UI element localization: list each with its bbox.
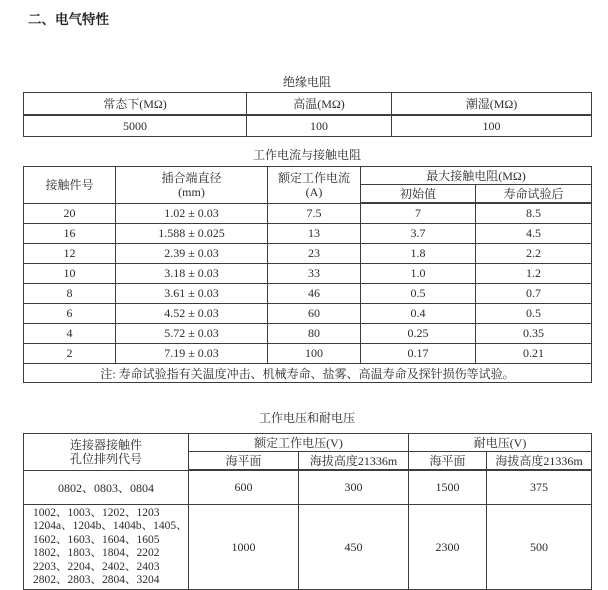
cell: 0.5 — [361, 284, 476, 304]
code-line: 1002、1003、1202、1203 — [33, 506, 160, 519]
cell: 0.7 — [476, 284, 592, 304]
col-header-arrangement-code — [24, 434, 189, 471]
cell: 7.5 — [268, 203, 361, 224]
insulation-table — [23, 92, 592, 137]
cell: 1.02 ± 0.03 — [116, 203, 268, 224]
cell: 300 — [299, 470, 409, 505]
col-header-rated-voltage: 额定工作电压(V) — [189, 434, 409, 452]
voltage-table — [23, 433, 592, 590]
cell: 1.8 — [361, 244, 476, 264]
code-line: 2203、2204、2402、2403 — [33, 560, 160, 573]
col-header-altitude-withstand: 海拔高度21336m — [487, 452, 592, 471]
cell: 1.0 — [361, 264, 476, 284]
cell: 4.5 — [476, 224, 592, 244]
col-header-diameter-label: 插合端直径 — [161, 170, 222, 185]
table-row — [24, 324, 592, 344]
col-header-withstand-voltage: 耐电压(V) — [409, 434, 592, 452]
cell: 375 — [487, 470, 592, 505]
cell: 80 — [268, 324, 361, 344]
table-row — [24, 224, 592, 244]
current-table-caption: 工作电流与接触电阻 — [252, 148, 361, 162]
table-header-row — [24, 434, 592, 452]
cell: 0.25 — [361, 324, 476, 344]
col-header-contact-no: 接触件号 — [24, 167, 116, 204]
voltage-table-caption: 工作电压和耐电压 — [258, 411, 355, 425]
cell: 33 — [268, 264, 361, 284]
cell: 7.19 ± 0.03 — [116, 344, 268, 364]
cell: 8.5 — [476, 203, 592, 224]
col-header-rated-current-unit: (A) — [305, 184, 323, 199]
cell: 60 — [268, 304, 361, 324]
cell: 100 — [268, 344, 361, 364]
col-header-normal: 常态下(MΩ) — [24, 93, 247, 116]
cell: 23 — [268, 244, 361, 264]
col-header-sea-level-rated: 海平面 — [189, 452, 299, 471]
current-table — [23, 166, 592, 383]
table-row — [24, 470, 592, 505]
col-header-altitude-rated: 海拔高度21336m — [299, 452, 409, 471]
col-header-arrangement-line2: 孔位排列代号 — [69, 451, 142, 466]
cell: 20 — [24, 203, 116, 224]
table-row — [24, 344, 592, 364]
cell: 13 — [268, 224, 361, 244]
table-row — [24, 115, 592, 137]
table-header-row — [24, 93, 592, 116]
insulation-table-caption: 绝缘电阻 — [282, 75, 331, 89]
codes-cell: 0802、0803、0804 — [24, 470, 189, 505]
cell: 10 — [24, 264, 116, 284]
cell: 12 — [24, 244, 116, 264]
cell: 46 — [268, 284, 361, 304]
col-header-rated-current — [268, 167, 361, 204]
cell: 2 — [24, 344, 116, 364]
note-cell: 注: 寿命试验指有关温度冲击、机械寿命、盐雾、高温寿命及探针损伤等试验。 — [24, 364, 592, 383]
cell: 500 — [487, 505, 592, 590]
col-header-arrangement-line1: 连接器接触件 — [69, 437, 142, 452]
cell: 100 — [247, 115, 392, 137]
cell: 8 — [24, 284, 116, 304]
cell: 0.21 — [476, 344, 592, 364]
cell: 0.35 — [476, 324, 592, 344]
code-line: 2802、2803、2804、3204 — [33, 574, 160, 586]
cell: 1.2 — [476, 264, 592, 284]
document-page — [0, 8, 608, 585]
cell: 1000 — [189, 505, 299, 590]
col-header-initial: 初始值 — [361, 185, 476, 204]
cell: 3.7 — [361, 224, 476, 244]
code-line: 1802、1803、1804、2202 — [33, 547, 160, 559]
cell: 0.5 — [476, 304, 592, 324]
col-header-diameter — [116, 167, 268, 204]
table-row — [24, 264, 592, 284]
col-header-humidity: 潮湿(MΩ) — [392, 93, 592, 116]
cell: 2.39 ± 0.03 — [116, 244, 268, 264]
cell: 2.2 — [476, 244, 592, 264]
col-header-sea-level-withstand: 海平面 — [409, 452, 487, 471]
cell: 3.18 ± 0.03 — [116, 264, 268, 284]
table-row — [24, 244, 592, 264]
cell: 6 — [24, 304, 116, 324]
cell: 600 — [189, 470, 299, 505]
col-header-after-life: 寿命试验后 — [476, 185, 592, 204]
codes-cell — [24, 505, 189, 590]
table-header-row — [24, 167, 592, 185]
cell: 4 — [24, 324, 116, 344]
col-header-rated-current-label: 额定工作电流 — [277, 170, 350, 185]
col-header-diameter-unit: (mm) — [178, 184, 205, 199]
cell: 2300 — [409, 505, 487, 590]
cell: 450 — [299, 505, 409, 590]
cell: 100 — [392, 115, 592, 137]
cell: 1500 — [409, 470, 487, 505]
col-header-max-resistance: 最大接触电阻(MΩ) — [361, 167, 592, 185]
cell: 5.72 ± 0.03 — [116, 324, 268, 344]
cell: 1.588 ± 0.025 — [116, 224, 268, 244]
cell: 3.61 ± 0.03 — [116, 284, 268, 304]
table-row — [24, 284, 592, 304]
code-line: 1602、1603、1604、1605 — [33, 533, 160, 546]
cell: 4.52 ± 0.03 — [116, 304, 268, 324]
code-line: 1204a、1204b、1404b、1405、 — [33, 520, 188, 532]
cell: 7 — [361, 203, 476, 224]
table-row — [24, 505, 592, 590]
cell: 0.4 — [361, 304, 476, 324]
cell: 0.17 — [361, 344, 476, 364]
cell: 5000 — [24, 115, 247, 137]
table-row — [24, 304, 592, 324]
col-header-high-temp: 高温(MΩ) — [247, 93, 392, 116]
table-note-row — [24, 364, 592, 383]
cell: 16 — [24, 224, 116, 244]
table-row — [24, 203, 592, 224]
page-title: 二、电气特性 — [28, 12, 109, 27]
